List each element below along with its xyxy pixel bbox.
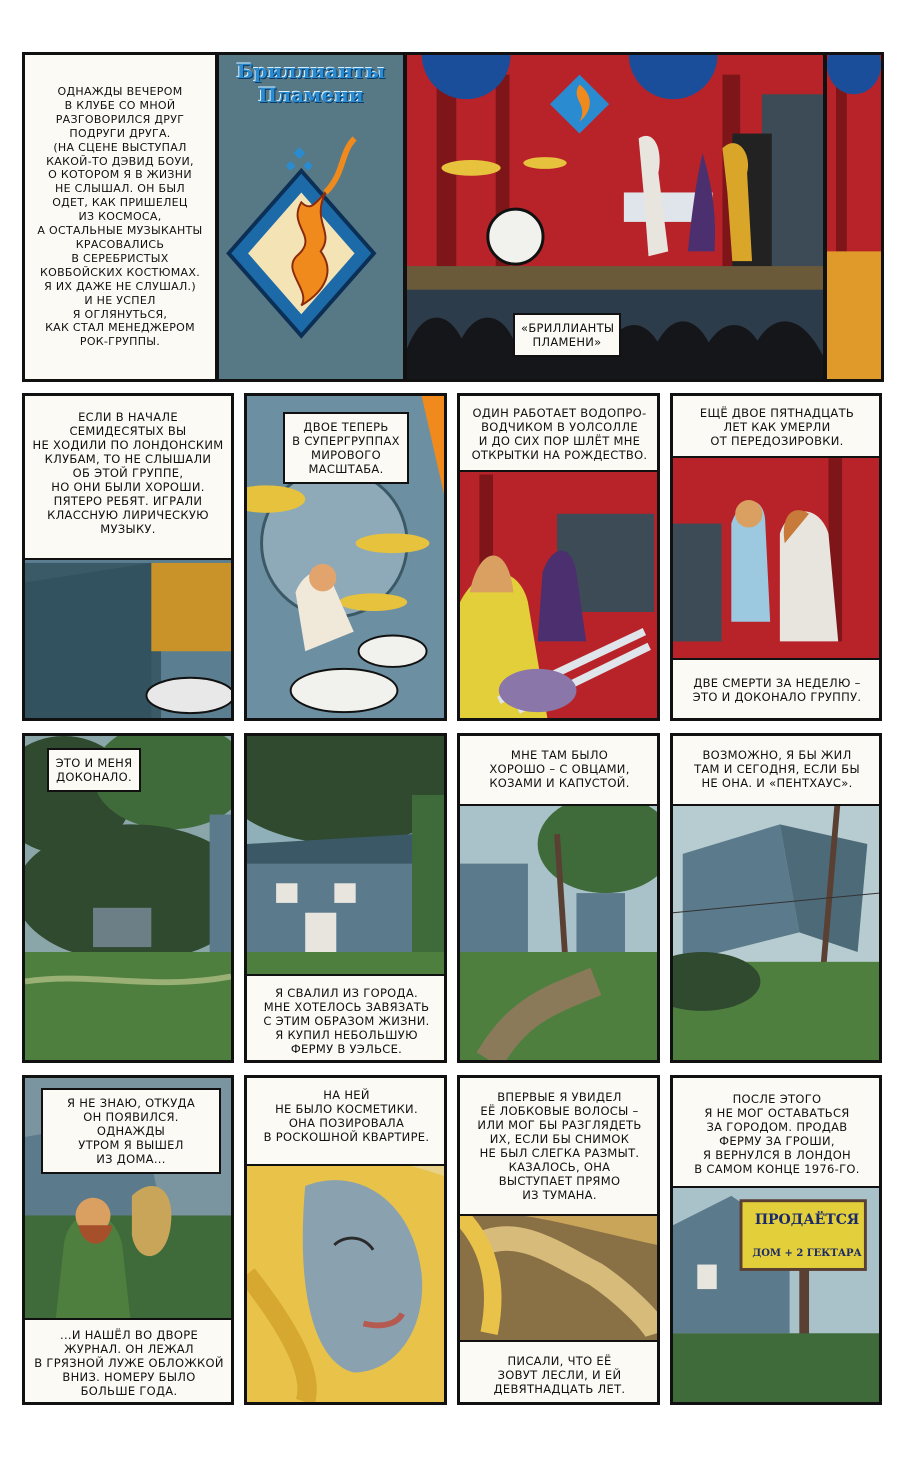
plumber-caption: ОДИН РАБОТАЕТ ВОДОПРО- ВОДЧИКОМ В УОЛСОЛЛЕ И ДО СИХ ПОР ШЛЁТ МНЕ ОТКРЫТКИ НА РОЖДЕСТВО. [458, 394, 660, 472]
panel-magazine [22, 1075, 234, 1405]
panel-clubs [22, 393, 234, 721]
for-sale-sign-subtitle: ДОМ + 2 ГЕКТАРА [752, 1248, 862, 1259]
for-sale-sign-title: ПРОДАЁТСЯ [754, 1212, 860, 1228]
sheep-caption: МНЕ ТАМ БЫЛО ХОРОШО – С ОВЦАМИ, КОЗАМИ И КАПУСТОЙ. [458, 734, 660, 806]
farm-caption: Я СВАЛИЛ ИЗ ГОРОДА. МНЕ ХОТЕЛОСЬ ЗАВЯЗАТЬ С ЭТИМ ОБРАЗОМ ЖИЗНИ. Я КУПИЛ НЕБОЛЬШУЮ ФЕРМУ В УЭЛЬСЕ. [245, 974, 447, 1063]
panel-penthouse [670, 733, 882, 1063]
mist-caption-bottom: ПИСАЛИ, ЧТО ЕЁ ЗОВУТ ЛЕСЛИ, И ЕЙ ДЕВЯТНАДЦАТЬ ЛЕТ. [458, 1340, 660, 1405]
clubs-caption: ЕСЛИ В НАЧАЛЕ СЕМИДЕСЯТЫХ ВЫ НЕ ХОДИЛИ ПО ЛОНДОНСКИМ КЛУБАМ, ТО НЕ СЛЫШАЛИ ОБ ЭТОЙ ГРУППЕ, НО ОНИ БЫЛИ ХОРОШИ. ПЯТЕРО РЕБЯТ. ИГРАЛИ КЛАССНУЮ ЛИРИЧЕСКУЮ МУЗЫКУ. [23, 394, 233, 560]
intro-caption: ОДНАЖДЫ ВЕЧЕРОМ В КЛУБЕ СО МНОЙ РАЗГОВОРИЛСЯ ДРУГ ПОДРУГИ ДРУГА. (НА СЦЕНЕ ВЫСТУПАЛ КАКОЙ-ТО ДЭВИД БОУИ, О КОТОРОМ Я В ЖИЗНИ НЕ СЛЫШАЛ. ОН БЫЛ ОДЕТ, КАК ПРИШЕЛЕЦ ИЗ КОСМОСА, А ОСТАЛЬНЫЕ МУЗЫКАНТЫ КРАСОВАЛИСЬ В СЕРЕБРИСТЫХ КОВБОЙСКИХ КОСТЮМАХ. Я ИХ ДАЖЕ НЕ СЛУШАЛ.) И НЕ УСПЕЛ Я ОГЛЯНУТЬСЯ, КАК СТАЛ МЕНЕДЖЕРОМ РОК-ГРУППЫ. [37, 85, 203, 349]
panel-right-edge [824, 52, 884, 382]
panel-sheep [457, 733, 660, 1063]
panel-farm [244, 733, 447, 1063]
panel-band-logo [216, 52, 406, 382]
panel-model [244, 1075, 447, 1405]
panel-intro [22, 52, 218, 382]
magazine-caption-bottom: ...И НАШЁЛ ВО ДВОРЕ ЖУРНАЛ. ОН ЛЕЖАЛ В ГРЯЗНОЙ ЛУЖЕ ОБЛОЖКОЙ ВНИЗ. НОМЕРУ БЫЛО БОЛЬШЕ ГОДА. [23, 1318, 234, 1405]
magazine-caption-top: Я НЕ ЗНАЮ, ОТКУДА ОН ПОЯВИЛСЯ. ОДНАЖДЫ УТРОМ Я ВЫШЕЛ ИЗ ДОМА... [41, 1088, 221, 1174]
penthouse-caption: ВОЗМОЖНО, Я БЫ ЖИЛ ТАМ И СЕГОДНЯ, ЕСЛИ БЫ НЕ ОНА. И «ПЕНТХАУС». [671, 734, 882, 806]
panel-mist [457, 1075, 660, 1405]
panel-plumber [457, 393, 660, 721]
me-too-caption: ЭТО И МЕНЯ ДОКОНАЛО. [47, 748, 141, 792]
mist-caption-top: ВПЕРВЫЕ Я УВИДЕЛ ЕЁ ЛОБКОВЫЕ ВОЛОСЫ – ИЛИ МОГ БЫ РАЗГЛЯДЕТЬ ИХ, ЕСЛИ БЫ СНИМОК НЕ БЫЛ СЛЕГКА РАЗМЫТ. КАЗАЛОСЬ, ОНА ВЫСТУПАЕТ ПРЯМО ИЗ ТУМАНА. [458, 1076, 660, 1216]
overdose-caption-bottom: ДВЕ СМЕРТИ ЗА НЕДЕЛЮ – ЭТО И ДОКОНАЛО ГРУППУ. [671, 658, 882, 721]
drummer-caption: ДВОЕ ТЕПЕРЬ В СУПЕРГРУППАХ МИРОВОГО МАСШТАБА. [283, 412, 409, 484]
for-sale-caption: ПОСЛЕ ЭТОГО Я НЕ МОГ ОСТАВАТЬСЯ ЗА ГОРОДОМ. ПРОДАВ ФЕРМУ ЗА ГРОШИ, Я ВЕРНУЛСЯ В ЛОНДОН В САМОМ КОНЦЕ 1976-ГО. [671, 1076, 882, 1188]
panel-drummer [244, 393, 447, 721]
panel-for-sale [670, 1075, 882, 1405]
model-caption: НА НЕЙ НЕ БЫЛО КОСМЕТИКИ. ОНА ПОЗИРОВАЛА В РОСКОШНОЙ КВАРТИРЕ. [245, 1076, 447, 1166]
panel-overdose [670, 393, 882, 721]
overdose-caption-top: ЕЩЁ ДВОЕ ПЯТНАДЦАТЬ ЛЕТ КАК УМЕРЛИ ОТ ПЕРЕДОЗИРОВКИ. [671, 394, 882, 458]
panel-me-too [22, 733, 234, 1063]
band-logo-text: Бриллианты Пламени [236, 59, 386, 107]
stage-caption: «БРИЛЛИАНТЫ ПЛАМЕНИ» [513, 313, 621, 357]
edge-art [827, 55, 881, 379]
panel-stage [404, 52, 826, 382]
